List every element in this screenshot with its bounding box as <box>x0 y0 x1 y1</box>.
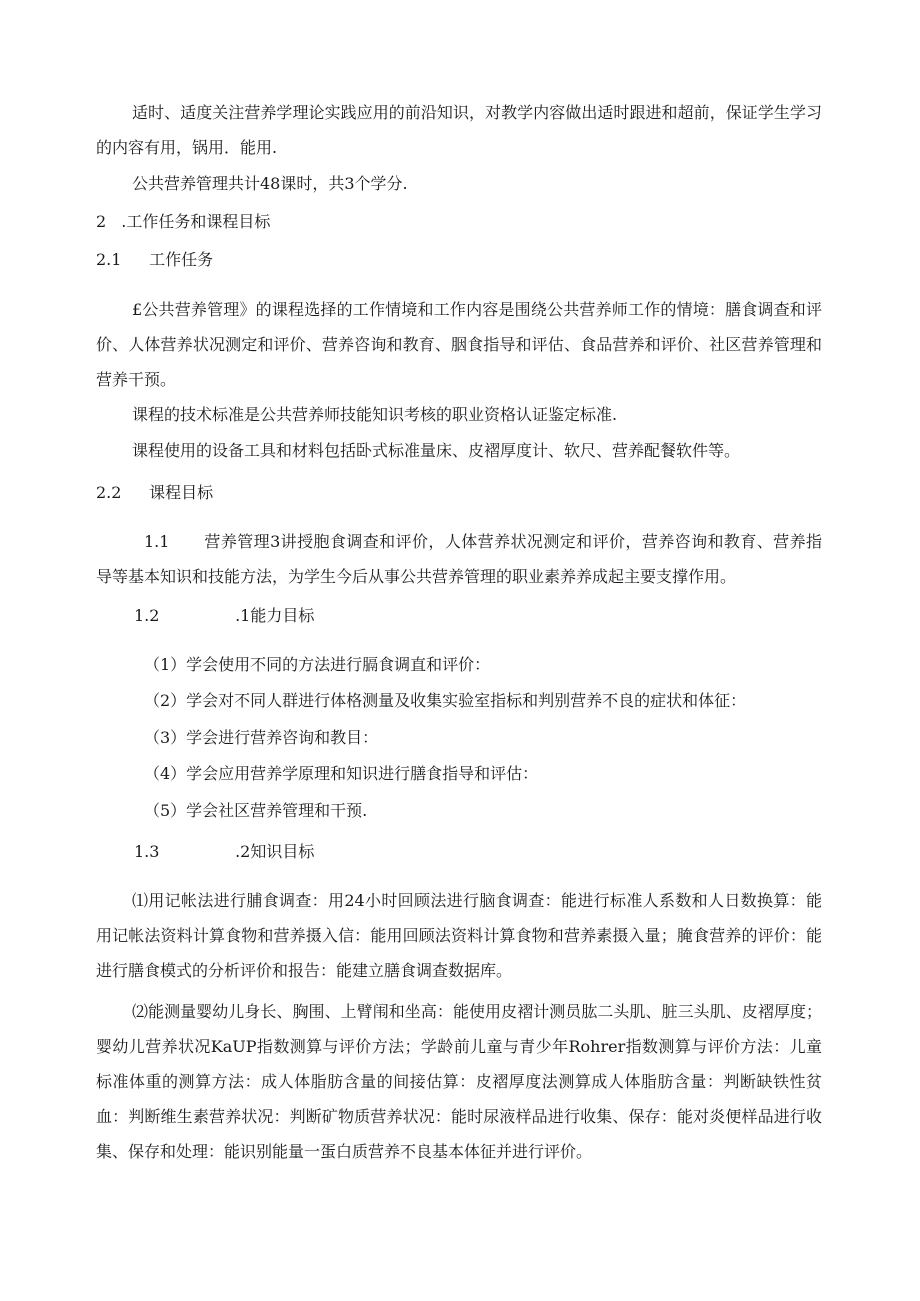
work-task-paragraph-1: £公共营养管理》的课程选择的工作情境和工作内容是围绕公共营养师工作的情境：膳食调查和评价、人体营养状况测定和评价、营养咨询和教育、胭食指导和评估、食品营养和评价、社区营养管理和营养干预。 <box>96 300 822 389</box>
section-2-2-number: 2.2 <box>96 483 122 502</box>
knowledge-goals-heading <box>134 840 314 864</box>
section-2-1-number: 2.1 <box>96 250 122 269</box>
section-2-1-heading <box>96 248 213 272</box>
section-2-2-title: 课程目标 <box>149 483 214 502</box>
ability-goal-item: （1）学会使用不同的方法进行膈食调直和评价： <box>144 655 491 674</box>
section-2-title: .工作任务和课程目标 <box>121 212 271 231</box>
ability-goal-item: （3）学会进行营养咨询和教目： <box>144 728 379 747</box>
section-2-1-title: 工作任务 <box>149 250 214 269</box>
ability-goal-item: （4）学会应用营养学原理和知识进行膳食指导和评估： <box>144 764 539 783</box>
section-2-2-heading <box>96 481 213 505</box>
ability-goals-heading <box>134 604 314 628</box>
section-2-heading <box>96 210 270 234</box>
ability-goals-title: .1能力目标 <box>235 606 315 625</box>
intro-paragraph-2: 公共营养管理共计48课时，共3个学分. <box>132 174 408 193</box>
ability-goal-item: （2）学会对不同人群进行体格测量及收集实验室指标和判别营养不良的症状和体征： <box>144 691 747 710</box>
knowledge-goal-paragraph-2: ⑵能测量婴幼儿身长、胸围、上臂闱和坐高：能使用皮褶计测员肱二头肌、脏三头肌、皮褶厚度；婴幼儿营养状况KaUP指数测算与评价方法；学龄前儿童与青少年Rohrer指数测算与评价方法：儿童标准体重的测算方法：成人体脂肪含量的间接估算：皮褶厚度法测算成人体脂肪含量：判断缺铁性贫血：判断维生素营养状况：判断矿物质营养状况：能时尿液样品进行收集、保存：能对炎便样品进行收集、保存和处理：能识别能量一蛋白质营养不良基本体征并进行评价。 <box>96 1002 822 1161</box>
ability-goal-item: （5）学会社区营养管理和干预. <box>144 801 368 820</box>
work-task-paragraph-3: 课程使用的设备工具和材料包括卧式标准量床、皮褶厚度计、软尺、营养配餐软件等。 <box>132 441 741 460</box>
intro-paragraph-1: 适时、适度关注营养学理论实践应用的前沿知识，对教学内容做出适时跟进和超前，保证学生学习的内容有用，锅用．能用. <box>96 103 822 157</box>
ability-goals-number: 1.2 <box>134 606 160 625</box>
goal-1-1-text: 营养管理3讲授胞食调查和评价，人体营养状况测定和评价，营养咨询和教育、营养指导等基本知识和技能方法，为学生今后从事公共营养管理的职业素养养成起主要支撑作用。 <box>96 532 822 586</box>
knowledge-goal-paragraph-1: ⑴用记帐法进行脯食调查：用24小时回顾法进行脑食调查：能进行标准人系数和人日数换算：能用记帐法资料计算食物和营养摄入信：能用回顾法资料计算食物和营养素摄入量；腌食营养的评价：能进行膳食模式的分析评价和报告：能建立膳食调查数据库。 <box>96 891 822 980</box>
goal-1-1-paragraph <box>96 524 822 594</box>
section-2-number: 2 <box>96 212 107 231</box>
knowledge-goals-title: .2知识目标 <box>235 842 315 861</box>
work-task-paragraph-2: 课程的技术标准是公共营养师技能知识考核的职业资格认证鉴定标准. <box>132 405 618 424</box>
knowledge-goals-number: 1.3 <box>134 842 160 861</box>
goal-1-1-number: 1.1 <box>144 532 170 551</box>
